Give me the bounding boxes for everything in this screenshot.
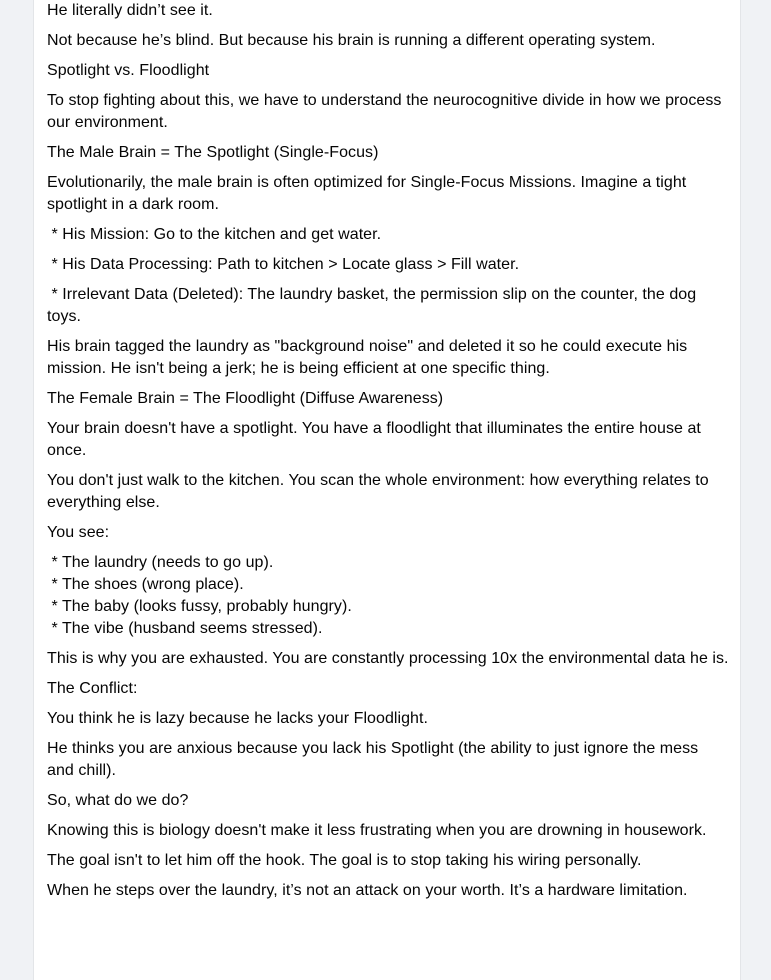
post-paragraph: You don't just walk to the kitchen. You scan the whole environment: how everything relates to everything else. xyxy=(47,472,709,511)
post-paragraph: Not because he’s blind. But because his brain is running a different operating system. xyxy=(47,32,656,49)
post-paragraph: You think he is lazy because he lacks your Floodlight. xyxy=(47,710,428,727)
you-see-list xyxy=(47,552,729,640)
post-card xyxy=(33,0,741,980)
list-item: * The baby (looks fussy, probably hungry). xyxy=(47,598,352,615)
post-paragraph: You see: xyxy=(47,524,110,541)
post-paragraph: His brain tagged the laundry as "background noise" and deleted it so he could execute his mission. He isn't being a jerk; he is being efficient at one specific thing. xyxy=(47,338,688,377)
post-paragraph: So, what do we do? xyxy=(47,792,189,809)
bullet-item: * His Data Processing: Path to kitchen > Locate glass > Fill water. xyxy=(47,256,520,273)
bullet-item: * Irrelevant Data (Deleted): The laundry basket, the permission slip on the counter, the dog toys. xyxy=(47,286,701,325)
bullet-item: * His Mission: Go to the kitchen and get water. xyxy=(47,226,382,243)
list-item: * The shoes (wrong place). xyxy=(47,576,244,593)
post-paragraph: He thinks you are anxious because you lack his Spotlight (the ability to just ignore the mess and chill). xyxy=(47,740,699,779)
section-heading-conflict: The Conflict: xyxy=(47,680,138,697)
list-item: * The laundry (needs to go up). xyxy=(47,554,274,571)
post-paragraph: This is why you are exhausted. You are constantly processing 10x the environmental data he is. xyxy=(47,650,729,667)
post-paragraph: Your brain doesn't have a spotlight. You have a floodlight that illuminates the entire house at once. xyxy=(47,420,701,459)
post-paragraph: To stop fighting about this, we have to understand the neurocognitive divide in how we process our environment. xyxy=(47,92,722,131)
list-item: * The vibe (husband seems stressed). xyxy=(47,620,323,637)
section-heading-spotlight-vs-floodlight: Spotlight vs. Floodlight xyxy=(47,62,210,79)
post-body-text xyxy=(47,0,729,910)
post-paragraph: He literally didn’t see it. xyxy=(47,2,213,19)
post-paragraph: When he steps over the laundry, it’s not an attack on your worth. It’s a hardware limitation. xyxy=(47,882,688,899)
post-paragraph: Knowing this is biology doesn't make it less frustrating when you are drowning in housework. xyxy=(47,822,707,839)
post-paragraph: The goal isn't to let him off the hook. The goal is to stop taking his wiring personally. xyxy=(47,852,642,869)
section-heading-male-brain: The Male Brain = The Spotlight (Single-Focus) xyxy=(47,144,379,161)
post-paragraph: Evolutionarily, the male brain is often optimized for Single-Focus Missions. Imagine a tight spotlight in a dark room. xyxy=(47,174,687,213)
section-heading-female-brain: The Female Brain = The Floodlight (Diffuse Awareness) xyxy=(47,390,444,407)
